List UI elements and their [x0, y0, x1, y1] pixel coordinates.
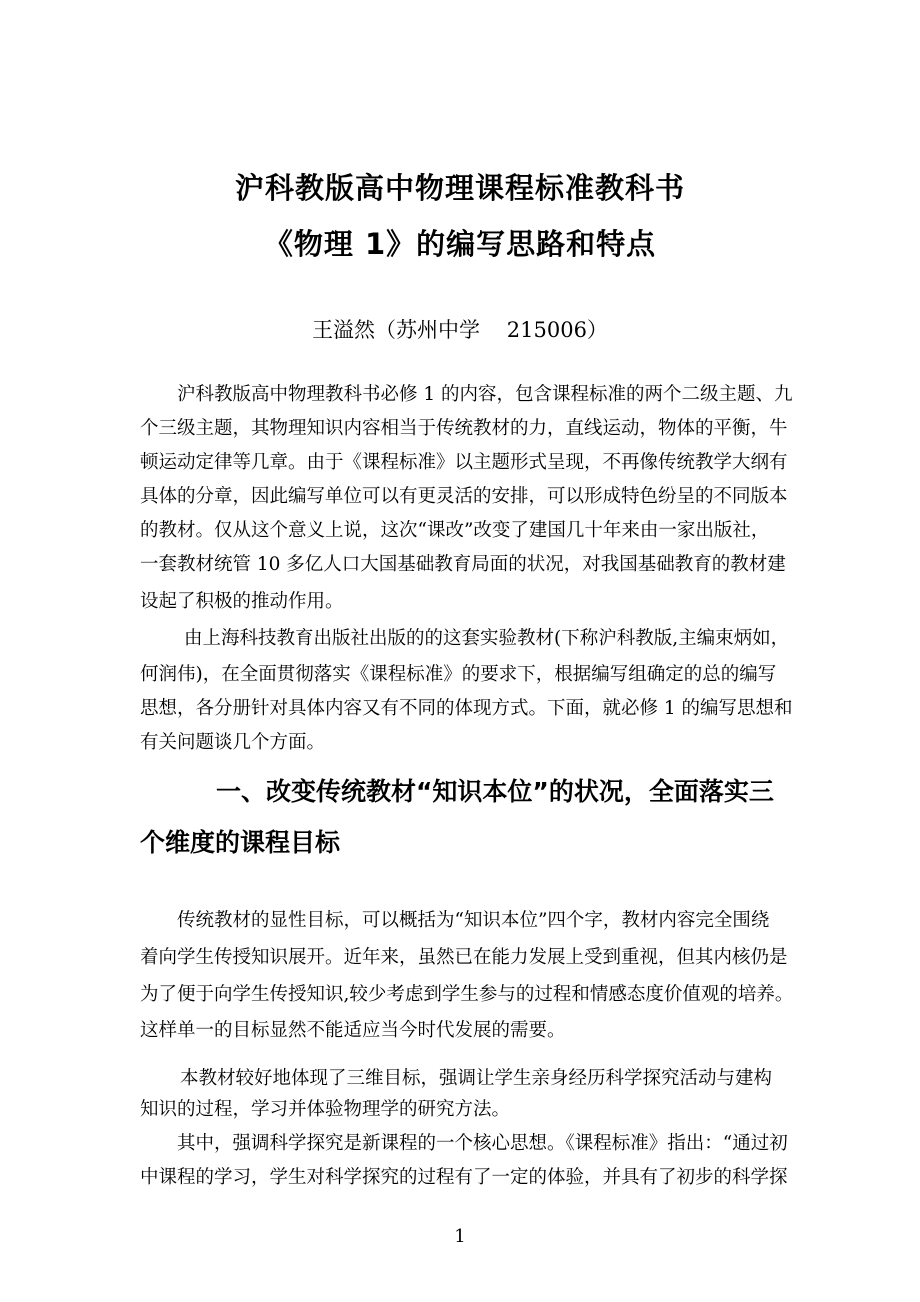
paragraph-2-line-2: 何润伟)，在全面贯彻落实《课程标准》的要求下，根据编写组确定的总的编写 [140, 664, 777, 685]
section-heading-line-1: 一、改变传统教材“知识本位”的状况，全面落实三 [216, 777, 774, 806]
section-paragraph-1-line-2: 着向学生传授知识展开。近年来，虽然已在能力发展上受到重视，但其内核仍是 [140, 947, 788, 968]
paragraph-1-line-1: 沪科教版高中物理教科书必修 1 的内容，包含课程标准的两个二级主题、九 [177, 384, 793, 405]
section-heading-line-2: 个维度的课程目标 [140, 828, 341, 857]
section-paragraph-2-line-2: 知识的过程，学习并体验物理学的研究方法。 [140, 1099, 511, 1120]
page-number: 1 [454, 1226, 466, 1247]
document-title-line-2: 《物理 1》的编写思路和特点 [263, 227, 657, 261]
paragraph-1-line-2: 个三级主题，其物理知识内容相当于传统教材的力，直线运动，物体的平衡，牛 [140, 418, 788, 439]
paragraph-1-line-6: 一套教材统管 10 多亿人口大国基础教育局面的状况，对我国基础教育的教材建 [140, 554, 786, 575]
section-paragraph-3-line-1: 其中，强调科学探究是新课程的一个核心思想。《课程标准》指出：“通过初 [177, 1133, 788, 1154]
author-line: 王溢然（苏州中学 215006） [312, 318, 608, 342]
paragraph-2-line-1: 由上海科技教育出版社出版的的这套实验教材(下称沪科教版,主编束炳如， [184, 628, 790, 649]
paragraph-1-line-5: 的教材。仅从这个意义上说，这次“课改”改变了建国几十年来由一家出版社， [140, 520, 770, 541]
section-paragraph-3-line-2: 中课程的学习，学生对科学探究的过程有了一定的体验，并具有了初步的科学探 [140, 1167, 788, 1188]
paragraph-1-line-4: 具体的分章，因此编写单位可以有更灵活的安排，可以形成特色纷呈的不同版本 [140, 486, 788, 507]
section-paragraph-1-line-3: 为了便于向学生传授知识,较少考虑到学生参与的过程和情感态度价值观的培养。 [140, 984, 794, 1005]
paragraph-1-line-7: 设起了积极的推动作用。 [140, 591, 344, 612]
paragraph-2-line-4: 有关问题谈几个方面。 [140, 732, 326, 753]
paragraph-2-line-3: 思想，各分册针对具体内容又有不同的体现方式。下面，就必修 1 的编写思想和 [140, 698, 793, 719]
section-paragraph-1-line-4: 这样单一的目标显然不能适应当今时代发展的需要。 [140, 1020, 566, 1041]
document-title-line-1: 沪科教版高中物理课程标准教科书 [234, 171, 685, 205]
section-paragraph-1-line-1: 传统教材的显性目标，可以概括为“知识本位”四个字，教材内容完全围绕 [177, 910, 770, 931]
paragraph-1-line-3: 顿运动定律等几章。由于《课程标准》以主题形式呈现，不再像传统教学大纲有 [140, 452, 788, 473]
section-paragraph-2-line-1: 本教材较好地体现了三维目标，强调让学生亲身经历科学探究活动与建构 [180, 1068, 773, 1089]
